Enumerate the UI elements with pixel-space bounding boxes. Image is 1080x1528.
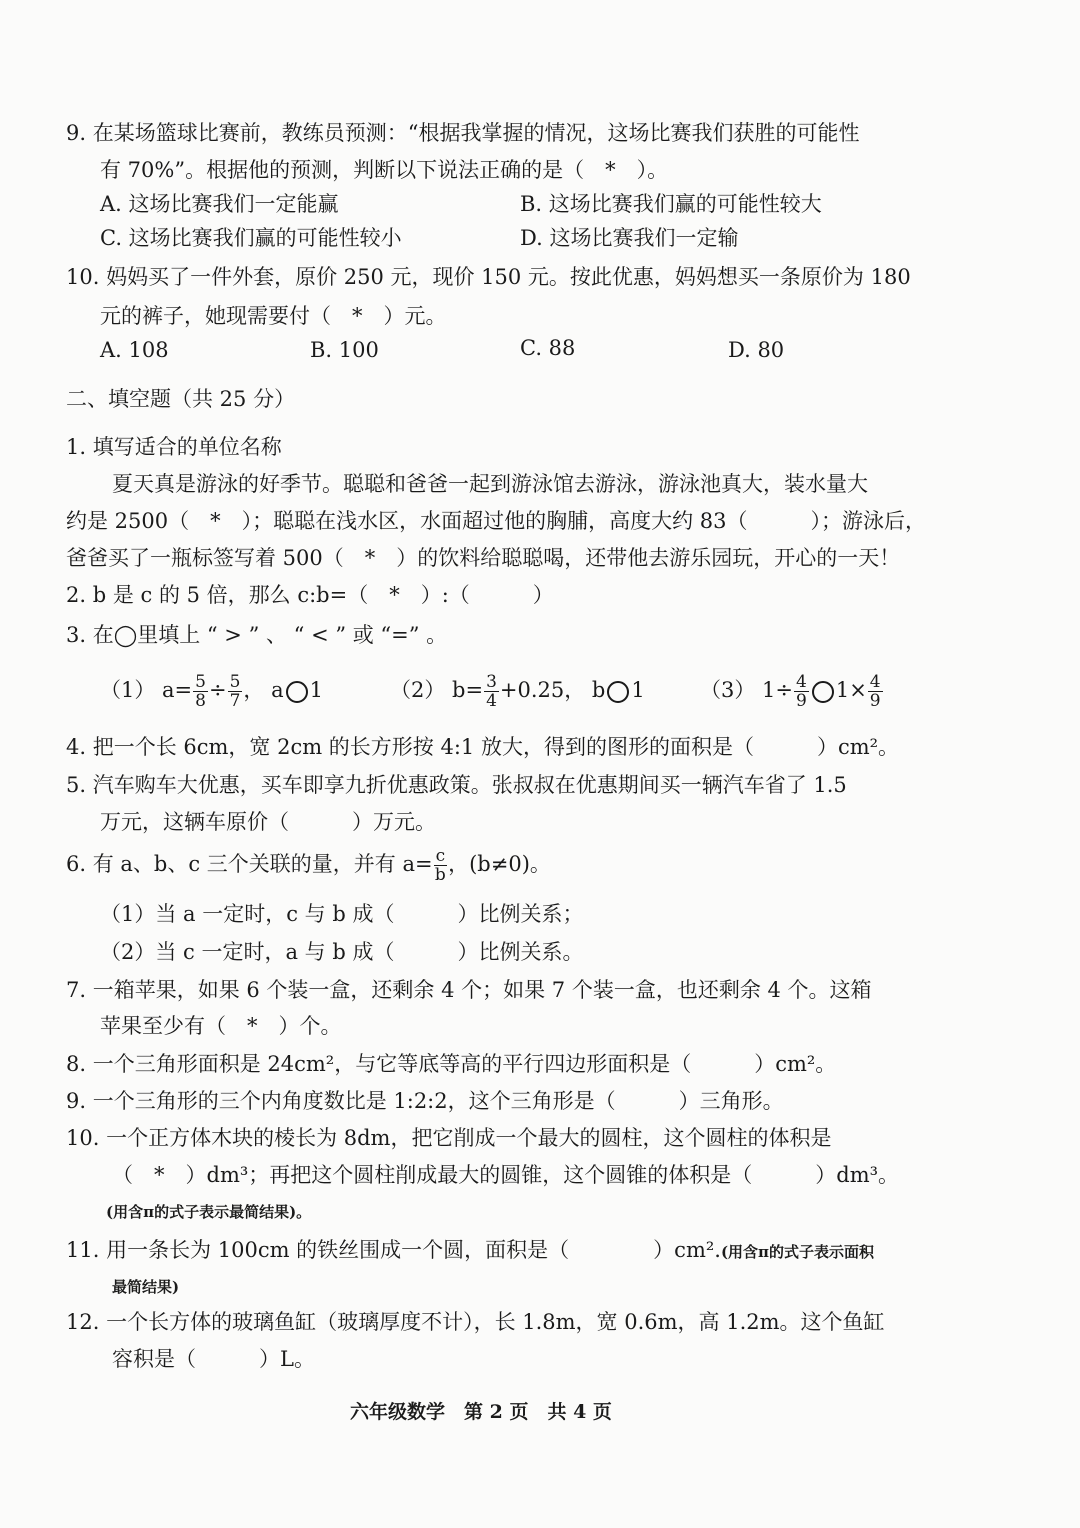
section-title: 二、填空题（共 25 分） bbox=[66, 387, 296, 411]
q9-line1: 9. 在某场篮球比赛前，教练员预测：“根据我掌握的情况，这场比赛我们获胜的可能性 bbox=[66, 121, 860, 145]
q10-line1: 10. 妈妈买了一件外套，原价 250 元，现价 150 元。按此优惠，妈妈想买一条原价为 180 bbox=[66, 265, 911, 289]
page-footer: 六年级数学 第 2 页 共 4 页 bbox=[350, 1401, 612, 1423]
q10-option-c: C. 88 bbox=[520, 336, 576, 360]
q9-option-b: B. 这场比赛我们赢的可能性较大 bbox=[520, 192, 822, 216]
f7-line2: 苹果至少有（ * ）个。 bbox=[100, 1014, 342, 1038]
f3-part2-mid: +0.25， b bbox=[499, 678, 606, 702]
fraction-denominator: 7 bbox=[229, 691, 241, 711]
fraction-denominator: 9 bbox=[869, 691, 881, 711]
f3-part3 bbox=[700, 668, 884, 712]
fraction bbox=[434, 847, 448, 884]
f6-line1 bbox=[66, 844, 551, 884]
fraction-denominator: 4 bbox=[486, 691, 497, 711]
fraction-denominator: 9 bbox=[796, 691, 807, 711]
fraction bbox=[868, 673, 883, 710]
f6-prefix: 6. 有 a、b、c 三个关联的量，并有 a= bbox=[66, 852, 433, 876]
f3-part3-mid: 1× bbox=[835, 678, 867, 702]
fraction-numerator: 3 bbox=[486, 672, 497, 692]
fraction bbox=[484, 673, 499, 710]
f4-line1: 4. 把一个长 6cm，宽 2cm 的长方形按 4:1 放大，得到的图形的面积是（ ）cm²。 bbox=[66, 735, 900, 759]
answer-circle[interactable] bbox=[812, 681, 834, 703]
f9-line1: 9. 一个三角形的三个内角度数比是 1:2:2，这个三角形是（ ）三角形。 bbox=[66, 1089, 784, 1113]
f7-line1: 7. 一箱苹果，如果 6 个装一盒，还剩余 4 个；如果 7 个装一盒，也还剩余 4 个。这箱 bbox=[66, 978, 872, 1002]
f3-line1: 3. 在◯里填上 “ > ” 、 “ < ” 或 “=” 。 bbox=[66, 623, 448, 647]
fraction-denominator: 8 bbox=[195, 691, 206, 711]
f11-text: 11. 用一条长为 100cm 的铁丝围成一个圆，面积是（ ）cm². bbox=[66, 1238, 721, 1262]
f12-line1: 12. 一个长方体的玻璃鱼缸（玻璃厚度不计），长 1.8m，宽 0.6m，高 1.2m。这个鱼缸 bbox=[66, 1310, 885, 1334]
answer-circle[interactable] bbox=[286, 681, 308, 703]
f3-part1-suffix: ， a bbox=[243, 678, 284, 702]
f1-line2: 夏天真是游泳的好季节。聪聪和爸爸一起到游泳馆去游泳，游泳池真大，装水量大 bbox=[112, 472, 868, 496]
f10-line1: 10. 一个正方体木块的棱长为 8dm，把它削成一个最大的圆柱，这个圆柱的体积是 bbox=[66, 1126, 832, 1150]
f3-part2-prefix: （2） b= bbox=[390, 678, 484, 702]
q9-option-d: D. 这场比赛我们一定输 bbox=[520, 226, 739, 250]
f10-line2: （ * ）dm³；再把这个圆柱削成最大的圆锥，这个圆锥的体积是（ ）dm³。 bbox=[112, 1163, 900, 1187]
fraction-numerator: 5 bbox=[229, 672, 241, 692]
f12-line2: 容积是（ ）L。 bbox=[112, 1347, 315, 1371]
f3-part2 bbox=[390, 668, 645, 712]
q9-option-c: C. 这场比赛我们赢的可能性较小 bbox=[100, 226, 402, 250]
f6-suffix: ，(b≠0)。 bbox=[448, 852, 551, 876]
fraction-numerator: c bbox=[435, 846, 446, 866]
fraction bbox=[228, 673, 243, 710]
f5-line1: 5. 汽车购车大优惠，买车即享九折优惠政策。张叔叔在优惠期间买一辆汽车省了 1.5 bbox=[66, 773, 847, 797]
f3-part1 bbox=[100, 668, 323, 712]
fraction-numerator: 5 bbox=[195, 672, 206, 692]
f3-part1-prefix: （1） a= bbox=[100, 678, 193, 702]
q9-line2: 有 70%”。根据他的预测，判断以下说法正确的是（ * ）。 bbox=[100, 158, 669, 182]
f3-part1-end: 1 bbox=[309, 678, 323, 702]
f3-part2-end: 1 bbox=[631, 678, 645, 702]
f6-sub1: （1）当 a 一定时，c 与 b 成（ ）比例关系； bbox=[100, 902, 584, 926]
operator: ÷ bbox=[208, 678, 227, 702]
q9-option-a: A. 这场比赛我们一定能赢 bbox=[100, 192, 339, 216]
q10-line2: 元的裤子，她现需要付（ * ）元。 bbox=[100, 304, 447, 328]
fraction-denominator: b bbox=[434, 865, 446, 885]
fraction bbox=[794, 673, 809, 710]
f11-line1 bbox=[66, 1236, 874, 1264]
f1-line1: 1. 填写适合的单位名称 bbox=[66, 435, 282, 459]
q10-option-a: A. 108 bbox=[100, 338, 169, 362]
fraction bbox=[193, 673, 208, 710]
f6-sub2: （2）当 c 一定时，a 与 b 成（ ）比例关系。 bbox=[100, 940, 584, 964]
f2-line1: 2. b 是 c 的 5 倍，那么 c:b=（ * ）:（ ） bbox=[66, 583, 554, 607]
f11-note1: (用含π的式子表示面积 bbox=[720, 1243, 875, 1261]
f8-line1: 8. 一个三角形面积是 24cm²，与它等底等高的平行四边形面积是（ ）cm²。 bbox=[66, 1052, 837, 1076]
answer-circle[interactable] bbox=[607, 681, 629, 703]
f1-line4: 爸爸买了一瓶标签写着 500（ * ）的饮料给聪聪喝，还带他去游乐园玩，开心的一天！ bbox=[66, 546, 901, 570]
q10-option-d: D. 80 bbox=[728, 338, 785, 362]
f11-note2: 最简结果) bbox=[112, 1278, 180, 1296]
q10-option-b: B. 100 bbox=[310, 338, 379, 362]
f1-line3: 约是 2500（ * ）；聪聪在浅水区，水面超过他的胸脯，高度大约 83（ ）；游泳后， bbox=[66, 509, 927, 533]
fraction-numerator: 4 bbox=[796, 672, 807, 692]
fraction-numerator: 4 bbox=[869, 672, 881, 692]
f3-part3-prefix: （3） 1÷ bbox=[700, 678, 793, 702]
f10-note: (用含π的式子表示最简结果)。 bbox=[106, 1203, 312, 1221]
f5-line2: 万元，这辆车原价（ ）万元。 bbox=[100, 810, 436, 834]
